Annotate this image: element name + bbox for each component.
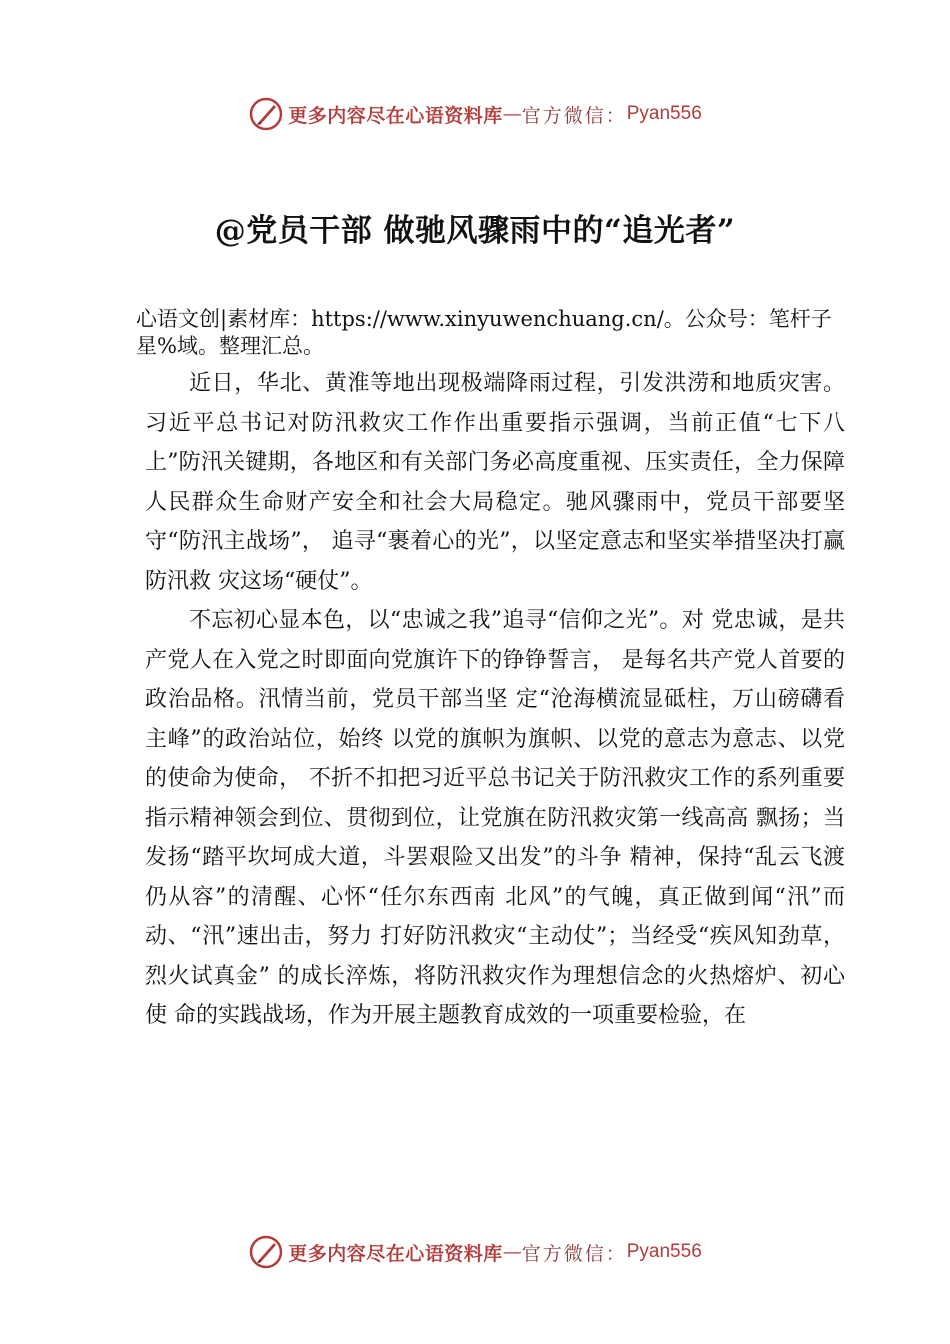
banner-text: 更多内容尽在心语资料库: [288, 1242, 503, 1265]
article-body: [145, 364, 845, 1036]
banner-text: 更多内容尽在心语资料库: [288, 104, 503, 127]
paragraph: 近日，华北、黄淮等地出现极端降雨过程，引发洪涝和地质灾害。习近平总书记对防汛救灾工作作出重要指示强调，当前正值“七下八上”防汛关键期，各地区和有关部门务必高度重视、压实责任，全力保障人民群众生命财产安全和社会大局稳定。驰风骤雨中，党员干部要坚守“防汛主战场”， 追寻“裹着心的光”，以坚定意志和坚实举措坚决打赢防汛救 灾这场“硬仗”。: [145, 371, 845, 594]
pen-logo-icon: [248, 96, 284, 132]
header-banner: [0, 94, 950, 134]
wechat-id: Pyan556: [626, 103, 702, 124]
wechat-label: 官方微信：: [521, 1242, 627, 1265]
banner-dash: —: [502, 1241, 522, 1263]
wechat-id: Pyan556: [626, 1241, 702, 1262]
banner-dash: —: [502, 103, 522, 125]
article-title: @党员干部 做驰风骤雨中的“追光者”: [214, 213, 736, 249]
paragraph: 不忘初心显本色，以“忠诚之我”追寻“信仰之光”。对 党忠诚，是共产党人在入党之时即面向党旗许下的铮铮誓言， 是每名共产党人首要的政治品格。汛情当前，党员干部当坚 定“沧海横流显砥柱，万山磅礴看主峰”的政治站位，始终 以党的旗帜为旗帜、以党的意志为意志、以党的使命为使命， 不折不扣把习近平总书记关于防汛救灾工作的系列重要指示精神领会到位、贯彻到位，让党旗在防汛救灾第一线高高 飘扬；当发扬“踏平坎坷成大道，斗罢艰险又出发”的斗争 精神，保持“乱云飞渡仍从容”的清醒、心怀“任尔东西南 北风”的气魄，真正做到闻“汛”而动、“汛”速出击，努力 打好防汛救灾“主动仗”；当经受“疾风知劲草，烈火试真金” 的成长淬炼，将防汛救灾作为理想信念的火热熔炉、初心使 命的实践战场，作为开展主题教育成效的一项重要检验，在: [145, 608, 845, 1028]
source-line: 心语文创|素材库：https://www.xinyuwenchuang.cn/。公众号：笔杆子星%域。整理汇总。: [136, 307, 832, 358]
footer-banner: [0, 1232, 950, 1272]
wechat-label: 官方微信：: [521, 104, 627, 127]
pen-logo-icon: [248, 1234, 284, 1270]
